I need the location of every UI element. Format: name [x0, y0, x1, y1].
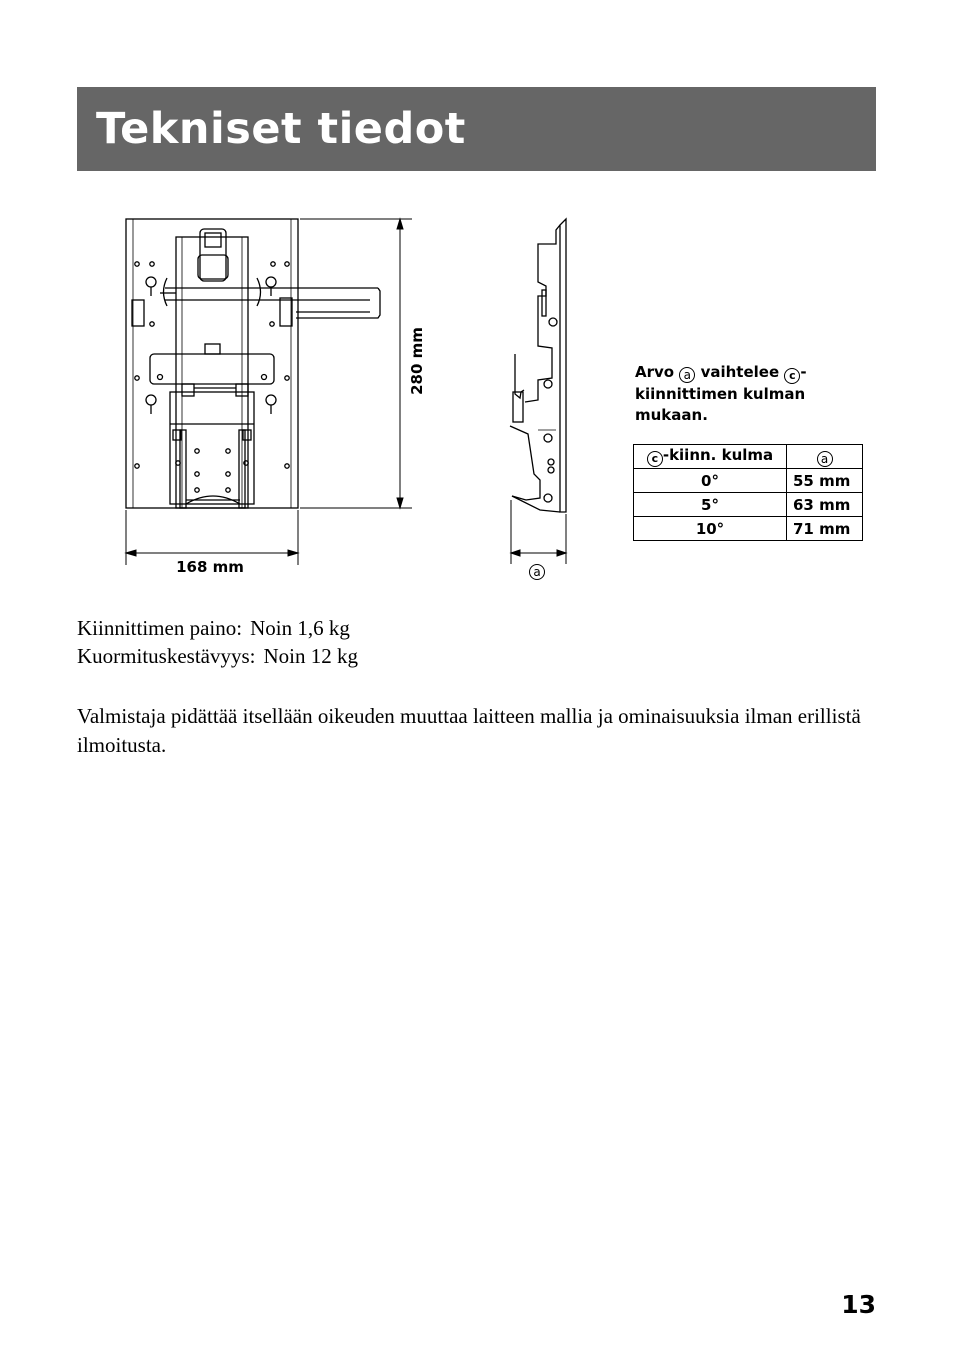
spec-load [77, 642, 358, 670]
note-middle: vaihtelee [700, 363, 780, 381]
spec-value: Noin 12 kg [263, 644, 358, 668]
value-cell: 71 mm [787, 517, 863, 541]
angle-cell: 5° [634, 493, 787, 517]
page-number: 13 [841, 1290, 876, 1319]
depth-marker-a: a [529, 564, 545, 580]
value-cell: 63 mm [787, 493, 863, 517]
header-marker-c: c [647, 451, 663, 467]
spec-label: Kuormituskestävyys: [77, 644, 256, 668]
side-view [510, 219, 566, 512]
value-cell: 55 mm [787, 469, 863, 493]
header-marker-a: a [817, 451, 833, 467]
note-suffix: -kiinnittimen kulman mukaan. [635, 363, 807, 424]
header-value-cell [787, 445, 863, 469]
table-row [634, 469, 863, 493]
table-header-row [634, 445, 863, 469]
angle-note [635, 362, 835, 426]
page-title: Tekniset tiedot [96, 104, 466, 154]
front-view [126, 219, 380, 508]
note-prefix: Arvo [635, 363, 675, 381]
angle-cell: 0° [634, 469, 787, 493]
table-row [634, 517, 863, 541]
angle-cell: 10° [634, 517, 787, 541]
header-angle-cell [634, 445, 787, 469]
spec-label: Kiinnittimen paino: [77, 616, 243, 640]
spec-value: Noin 1,6 kg [250, 616, 350, 640]
angle-table [633, 444, 863, 541]
width-dimension-label: 168 mm [176, 558, 244, 576]
spec-weight [77, 614, 350, 642]
height-dimension-label: 280 mm [408, 327, 426, 395]
table-row [634, 493, 863, 517]
note-marker-a: a [679, 367, 695, 383]
header-angle-label: -kiinn. kulma [662, 446, 774, 464]
disclaimer-paragraph: Valmistaja pidättää itsellään oikeuden muuttaa laitteen mallia ja ominaisuuksia ilman erillistä ilmoitusta. [77, 704, 861, 757]
note-marker-c: c [784, 368, 800, 384]
